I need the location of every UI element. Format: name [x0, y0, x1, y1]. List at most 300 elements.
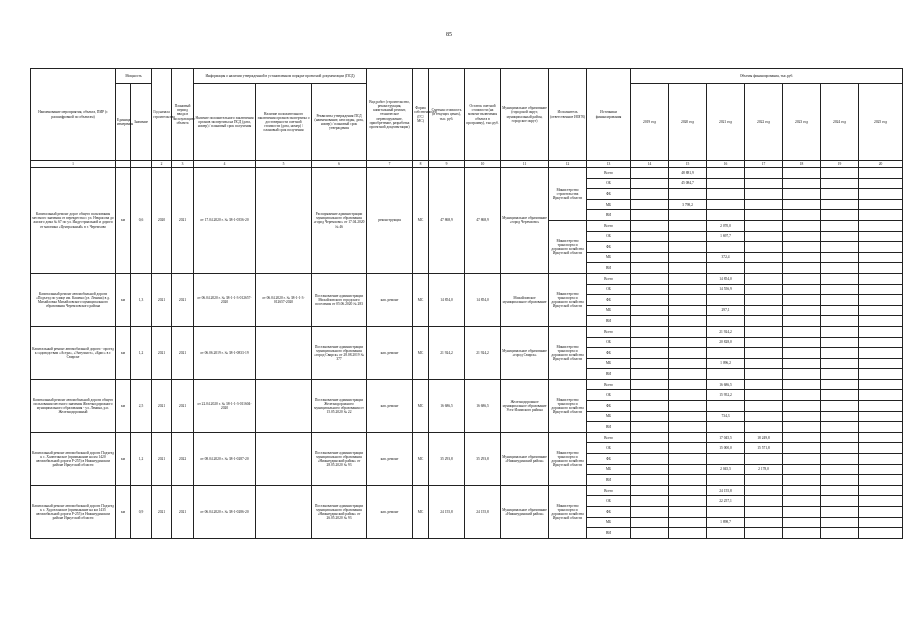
executor: Министерство транспорта и дорожного хозяйства Иркутской области — [549, 326, 587, 379]
funding-value — [631, 337, 669, 348]
power-unit: км — [116, 273, 131, 326]
funding-value: 16 686,5 — [707, 379, 745, 390]
funding-value — [821, 432, 859, 443]
year-start: 2021 — [152, 379, 172, 432]
column-number: 20 — [859, 161, 903, 168]
funding-value — [745, 273, 783, 284]
header-year-end: Плановый период ввода в эксплуатацию объекта — [172, 69, 194, 161]
funding-value — [631, 263, 669, 274]
approval-info: Распоряжение администрации муниципального образования «город Черемхово» от 17.04.2020 № 46 — [312, 168, 367, 274]
funding-value — [669, 454, 707, 465]
power-value: 2,5 — [131, 379, 152, 432]
funding-value — [745, 485, 783, 496]
funding-value — [821, 528, 859, 539]
ownership-form: МС — [413, 485, 429, 538]
funding-value — [821, 358, 859, 369]
funding-source: ОБ — [587, 337, 631, 348]
funding-value — [631, 358, 669, 369]
funding-source: ВИ — [587, 316, 631, 327]
funding-value — [821, 443, 859, 454]
funding-value — [821, 517, 859, 528]
header-work-type: Вид работ (строительство, реконструкция, капитальный ремонт, техническое перевооружение, приобретение, разработка проектной документации) — [367, 69, 413, 161]
funding-value — [631, 210, 669, 221]
funding-value — [745, 348, 783, 359]
funding-value — [859, 475, 903, 486]
funding-value — [745, 401, 783, 412]
header-approval: Реквизиты утверждения ПСД (наименование, кем издан, дата, номер) / плановый срок утверждения — [312, 84, 367, 161]
funding-value — [745, 369, 783, 380]
estimate-info — [256, 326, 312, 379]
funding-value — [745, 305, 783, 316]
funding-value — [783, 528, 821, 539]
executor: Министерство транспорта и дорожного хозяйства Иркутской области — [549, 432, 587, 485]
column-number: 14 — [631, 161, 669, 168]
funding-value — [669, 220, 707, 231]
funding-value: 21 924,2 — [707, 326, 745, 337]
table-row — [31, 326, 903, 337]
funding-source: ВИ — [587, 475, 631, 486]
funding-value — [745, 168, 783, 179]
municipality: Железнодорожное муниципальное образование Усть-Илимского района — [501, 379, 549, 432]
estimated-cost: 21 924,2 — [429, 326, 465, 379]
header-municipality: Муниципальное образование (городской округ, муниципальный район, городское округ) — [501, 69, 549, 161]
funding-value: 3 798,2 — [669, 199, 707, 210]
funding-value — [859, 443, 903, 454]
funding-value — [707, 178, 745, 189]
column-number — [131, 161, 152, 168]
year-end: 2022 — [172, 432, 194, 485]
funding-value — [669, 464, 707, 475]
funding-value — [631, 168, 669, 179]
funding-source: Всего — [587, 379, 631, 390]
table-row — [31, 273, 903, 284]
funding-value — [821, 273, 859, 284]
remaining-cost: 35 293,8 — [465, 432, 501, 485]
funding-value — [631, 475, 669, 486]
header-remaining: Остаток сметной стоимости (на момент включения объекта в программу), тыс.руб. — [465, 69, 501, 161]
funding-value — [707, 189, 745, 200]
funding-value — [631, 411, 669, 422]
funding-value — [859, 401, 903, 412]
estimate-info — [256, 485, 312, 538]
funding-value — [821, 369, 859, 380]
estimated-cost: 14 854,0 — [429, 273, 465, 326]
funding-value — [821, 252, 859, 263]
funding-source: ФБ — [587, 189, 631, 200]
funding-value — [745, 284, 783, 295]
expertise-info: от 06.04.2020 г. № 38-1-0286-20 — [194, 485, 256, 538]
funding-value — [631, 316, 669, 327]
funding-source: ФБ — [587, 242, 631, 253]
funding-value — [859, 168, 903, 179]
column-number: 5 — [256, 161, 312, 168]
funding-value: 14 556,9 — [707, 284, 745, 295]
funding-value — [745, 178, 783, 189]
funding-value — [859, 454, 903, 465]
year-start: 2021 — [152, 273, 172, 326]
funding-value — [631, 305, 669, 316]
header-unit: Единица измерения — [116, 84, 131, 161]
funding-value — [707, 422, 745, 433]
header-cost: Сметная стоимость (в текущих ценах), тыс. руб. — [429, 69, 465, 161]
funding-value — [821, 326, 859, 337]
funding-value — [745, 252, 783, 263]
funding-value — [745, 475, 783, 486]
power-value: 0,9 — [131, 485, 152, 538]
municipality: Муниципальное образование «Нижнеудинский район» — [501, 432, 549, 485]
column-number: 18 — [783, 161, 821, 168]
municipality: Муниципальное образование «город Черемхово» — [501, 168, 549, 274]
table-row — [31, 432, 903, 443]
funding-value — [669, 189, 707, 200]
funding-value — [707, 242, 745, 253]
funding-value — [859, 189, 903, 200]
funding-value — [859, 528, 903, 539]
funding-value — [783, 189, 821, 200]
funding-value — [669, 496, 707, 507]
funding-value — [783, 231, 821, 242]
funding-value — [783, 390, 821, 401]
header-funding: Объемы финансирования, тыс.руб. — [631, 69, 903, 84]
funding-value — [821, 178, 859, 189]
funding-source: МБ — [587, 358, 631, 369]
funding-value — [783, 337, 821, 348]
funding-value — [783, 305, 821, 316]
header-estimate: Наличие положительного заключения органов экспертизы о достоверности сметной стоимости (дата, номер) / плановый срок получения — [256, 84, 312, 161]
funding-value — [783, 369, 821, 380]
funding-value — [745, 422, 783, 433]
header-year: 2022 год — [745, 84, 783, 161]
funding-value — [669, 411, 707, 422]
funding-value — [745, 390, 783, 401]
municipality: Муниципальное образование «город Свирск» — [501, 326, 549, 379]
object-name: Капитальный ремонт автомобильной дороги Подъезд к с. Худоеланское (примыкание на км 1435 автомобильной дороги Р-255) в Нижнеудинском районе Иркутской области — [31, 485, 116, 538]
funding-source: ОБ — [587, 284, 631, 295]
header-year: 2020 год — [669, 84, 707, 161]
funding-source: МБ — [587, 252, 631, 263]
year-start: 2021 — [152, 485, 172, 538]
funding-value — [783, 316, 821, 327]
column-number: 13 — [587, 161, 631, 168]
funding-value — [783, 326, 821, 337]
funding-value — [783, 252, 821, 263]
estimated-cost: 16 686,5 — [429, 379, 465, 432]
funding-value — [783, 284, 821, 295]
expertise-info: от 08.04.2020 г. № 38-1-0287-20 — [194, 432, 256, 485]
funding-value — [707, 454, 745, 465]
header-source: Источники финансирования — [587, 69, 631, 161]
funding-value: 15 952,2 — [707, 390, 745, 401]
funding-value — [859, 507, 903, 518]
power-value: 1,2 — [131, 432, 152, 485]
funding-value — [669, 432, 707, 443]
object-name: Капитальный ремонт автомобильной дороги «Подъезд по улице им. Кашена (ул. Ленина) в д. Михайловка Михайловского муниципального образования Черемховского района — [31, 273, 116, 326]
power-value: 1,2 — [131, 326, 152, 379]
year-start: 2021 — [152, 432, 172, 485]
funding-value — [745, 496, 783, 507]
funding-value — [859, 178, 903, 189]
funding-value — [783, 496, 821, 507]
funding-value — [859, 263, 903, 274]
funding-source: ВИ — [587, 528, 631, 539]
funding-value — [859, 369, 903, 380]
funding-value — [745, 517, 783, 528]
funding-value — [821, 168, 859, 179]
header-year-start: Год начала строительства — [152, 69, 172, 161]
header-year: 2023 год — [783, 84, 821, 161]
funding-value — [631, 199, 669, 210]
object-name: Капитальный ремонт автомобильной дороги Подъезд к с. Халютинское (примыкание на км 1420 автомобильной дороги Р-255) в Нижнеудинском районе Иркутской области — [31, 432, 116, 485]
work-type: кап. ремонт — [367, 432, 413, 485]
funding-value — [859, 432, 903, 443]
funding-value — [631, 517, 669, 528]
funding-value — [859, 242, 903, 253]
power-unit: км — [116, 379, 131, 432]
funding-value — [821, 220, 859, 231]
funding-value — [821, 507, 859, 518]
funding-value — [707, 528, 745, 539]
funding-value — [707, 316, 745, 327]
funding-value — [631, 390, 669, 401]
funding-value: 20 828,0 — [707, 337, 745, 348]
funding-value — [859, 210, 903, 221]
funding-value — [859, 284, 903, 295]
column-number: 9 — [429, 161, 465, 168]
funding-value — [745, 242, 783, 253]
funding-value — [631, 379, 669, 390]
power-unit: км — [116, 432, 131, 485]
funding-value — [631, 252, 669, 263]
funding-value — [859, 348, 903, 359]
funding-value — [783, 517, 821, 528]
funding-value — [669, 242, 707, 253]
funding-source: МБ — [587, 464, 631, 475]
header-executor: Исполнитель (ответственное ИОГВ) — [549, 69, 587, 161]
funding-value — [631, 242, 669, 253]
funding-value — [745, 379, 783, 390]
funding-value — [783, 401, 821, 412]
funding-value: 45 084,7 — [669, 178, 707, 189]
funding-value — [745, 316, 783, 327]
executor: Министерство транспорта и дорожного хозяйства Иркутской области — [549, 485, 587, 538]
funding-value — [631, 231, 669, 242]
header-year: 2021 год — [707, 84, 745, 161]
funding-value — [821, 464, 859, 475]
header-name: Наименование мероприятия, объекта, ПИР (с расшифровкой по объектам) — [31, 69, 116, 161]
funding-value — [669, 475, 707, 486]
funding-value — [859, 199, 903, 210]
object-name: Капитальный ремонт автомобильной дороги - проезд к садоводствам «Астра», «Энтузиаст», «Брис» в г. Свирске — [31, 326, 116, 379]
funding-value — [821, 390, 859, 401]
funding-value — [783, 411, 821, 422]
power-value: 1,3 — [131, 273, 152, 326]
work-type: кап. ремонт — [367, 379, 413, 432]
year-start: 2021 — [152, 326, 172, 379]
column-number: 11 — [501, 161, 549, 168]
funding-source: Всего — [587, 326, 631, 337]
power-value: 0,6 — [131, 168, 152, 274]
funding-value — [669, 358, 707, 369]
ownership-form: МС — [413, 432, 429, 485]
funding-source: Всего — [587, 168, 631, 179]
funding-value — [669, 295, 707, 306]
executor: Министерство транспорта и дорожного хозяйства Иркутской области — [549, 273, 587, 326]
funding-value: 1 697,7 — [707, 231, 745, 242]
funding-value: 372,4 — [707, 252, 745, 263]
approval-info: Постановление администрации Михайловского городского поселения от 05.06.2020 № 283 — [312, 273, 367, 326]
funding-value: 2 045,5 — [707, 464, 745, 475]
funding-value — [631, 295, 669, 306]
funding-value — [859, 337, 903, 348]
funding-value: 24 155,8 — [707, 485, 745, 496]
municipality: Михайловское муниципальное образование — [501, 273, 549, 326]
funding-value — [821, 210, 859, 221]
funding-value — [669, 348, 707, 359]
funding-value — [859, 517, 903, 528]
funding-value — [707, 199, 745, 210]
funding-value — [745, 454, 783, 465]
column-number: 17 — [745, 161, 783, 168]
funding-value — [783, 485, 821, 496]
work-type: кап. ремонт — [367, 485, 413, 538]
funding-value — [669, 284, 707, 295]
work-type: кап. ремонт — [367, 326, 413, 379]
funding-value — [631, 401, 669, 412]
funding-value — [631, 528, 669, 539]
funding-value — [631, 326, 669, 337]
funding-value — [783, 220, 821, 231]
approval-info: Постановление администрации муниципального образования «Нижнеудинский район» от 26.05.2020 № 93 — [312, 485, 367, 538]
remaining-cost: 24 155,8 — [465, 485, 501, 538]
work-type: реконструкция — [367, 168, 413, 274]
column-number: 6 — [312, 161, 367, 168]
funding-value — [821, 305, 859, 316]
funding-value — [631, 422, 669, 433]
funding-value — [821, 454, 859, 465]
funding-value — [821, 316, 859, 327]
ownership-form: МС — [413, 379, 429, 432]
work-type: кап. ремонт — [367, 273, 413, 326]
funding-value — [745, 507, 783, 518]
funding-value — [859, 220, 903, 231]
funding-source: ОБ — [587, 231, 631, 242]
header-form: Форма собственности (ГС/МС) — [413, 69, 429, 161]
column-number-row — [31, 161, 903, 168]
funding-value — [745, 189, 783, 200]
column-number: 10 — [465, 161, 501, 168]
funding-value — [745, 528, 783, 539]
funding-value — [669, 305, 707, 316]
estimate-info: от 06.04.2020 г. № 38-1-1-3-012657-2020 — [256, 273, 312, 326]
column-number: 19 — [821, 161, 859, 168]
funding-source: МБ — [587, 199, 631, 210]
funding-value — [783, 443, 821, 454]
funding-value — [631, 443, 669, 454]
funding-value — [821, 348, 859, 359]
funding-source: ВИ — [587, 210, 631, 221]
funding-value: 734,3 — [707, 411, 745, 422]
ownership-form: МС — [413, 273, 429, 326]
year-end: 2021 — [172, 326, 194, 379]
funding-value — [821, 411, 859, 422]
funding-value — [669, 528, 707, 539]
funding-value — [745, 210, 783, 221]
funding-value — [631, 454, 669, 465]
funding-value — [783, 295, 821, 306]
funding-value — [783, 379, 821, 390]
funding-value — [859, 295, 903, 306]
power-unit: км — [116, 485, 131, 538]
funding-source: ОБ — [587, 443, 631, 454]
funding-value — [783, 507, 821, 518]
funding-value: 17 045,5 — [707, 432, 745, 443]
funding-value: 2 178,0 — [745, 464, 783, 475]
funding-value — [859, 485, 903, 496]
funding-value — [669, 390, 707, 401]
ownership-form: МС — [413, 168, 429, 274]
funding-value — [783, 242, 821, 253]
estimate-info — [256, 432, 312, 485]
funding-value — [859, 358, 903, 369]
funding-value: 48 881,9 — [669, 168, 707, 179]
funding-source: ВИ — [587, 422, 631, 433]
approval-info: Постановление администрации Железнодорожного муниципального образования от 15.05.2020 № 22 — [312, 379, 367, 432]
power-unit: км — [116, 168, 131, 274]
table-row — [31, 379, 903, 390]
funding-value — [821, 485, 859, 496]
funding-value — [745, 411, 783, 422]
funding-value — [821, 422, 859, 433]
funding-value — [821, 295, 859, 306]
funding-value — [707, 295, 745, 306]
funding-source: ФБ — [587, 348, 631, 359]
funding-value — [821, 475, 859, 486]
funding-value — [859, 379, 903, 390]
table-body — [31, 168, 903, 539]
funding-value — [821, 496, 859, 507]
funding-value — [669, 517, 707, 528]
estimated-cost: 24 155,8 — [429, 485, 465, 538]
executor: Министерство строительства Иркутской области — [549, 168, 587, 221]
funding-value — [745, 263, 783, 274]
header-docs: Информация о наличии утвержденной в установленном порядке проектной документации (ПСД) — [194, 69, 367, 84]
funding-value — [859, 496, 903, 507]
funding-source: ОБ — [587, 390, 631, 401]
header-expertise: Наличие положительного заключения органов экспертизы на ПСД (дата, номер) / плановый срок получения — [194, 84, 256, 161]
funding-value — [859, 326, 903, 337]
funding-value — [745, 231, 783, 242]
year-end: 2021 — [172, 379, 194, 432]
funding-value — [783, 273, 821, 284]
funding-value — [745, 220, 783, 231]
funding-value — [783, 348, 821, 359]
column-number: 1 — [31, 161, 116, 168]
header-year: 2025 год — [859, 84, 903, 161]
funding-source: Всего — [587, 432, 631, 443]
funding-value — [859, 231, 903, 242]
funding-value — [821, 263, 859, 274]
funding-value — [745, 337, 783, 348]
funding-value — [707, 507, 745, 518]
expertise-info: от 22.04.2020 г. № 38-1-1-3-011604-2020 — [194, 379, 256, 432]
object-name: Капитальный ремонт автомобильной дороги общего пользования местного значения Железнодорожного муниципального образования - ул. Ленина, р.п. Железнодорожный — [31, 379, 116, 432]
funding-value — [783, 422, 821, 433]
funding-value: 1 096,2 — [707, 358, 745, 369]
funding-value — [783, 454, 821, 465]
table-row — [31, 168, 903, 179]
remaining-cost: 14 854,0 — [465, 273, 501, 326]
funding-value — [707, 401, 745, 412]
